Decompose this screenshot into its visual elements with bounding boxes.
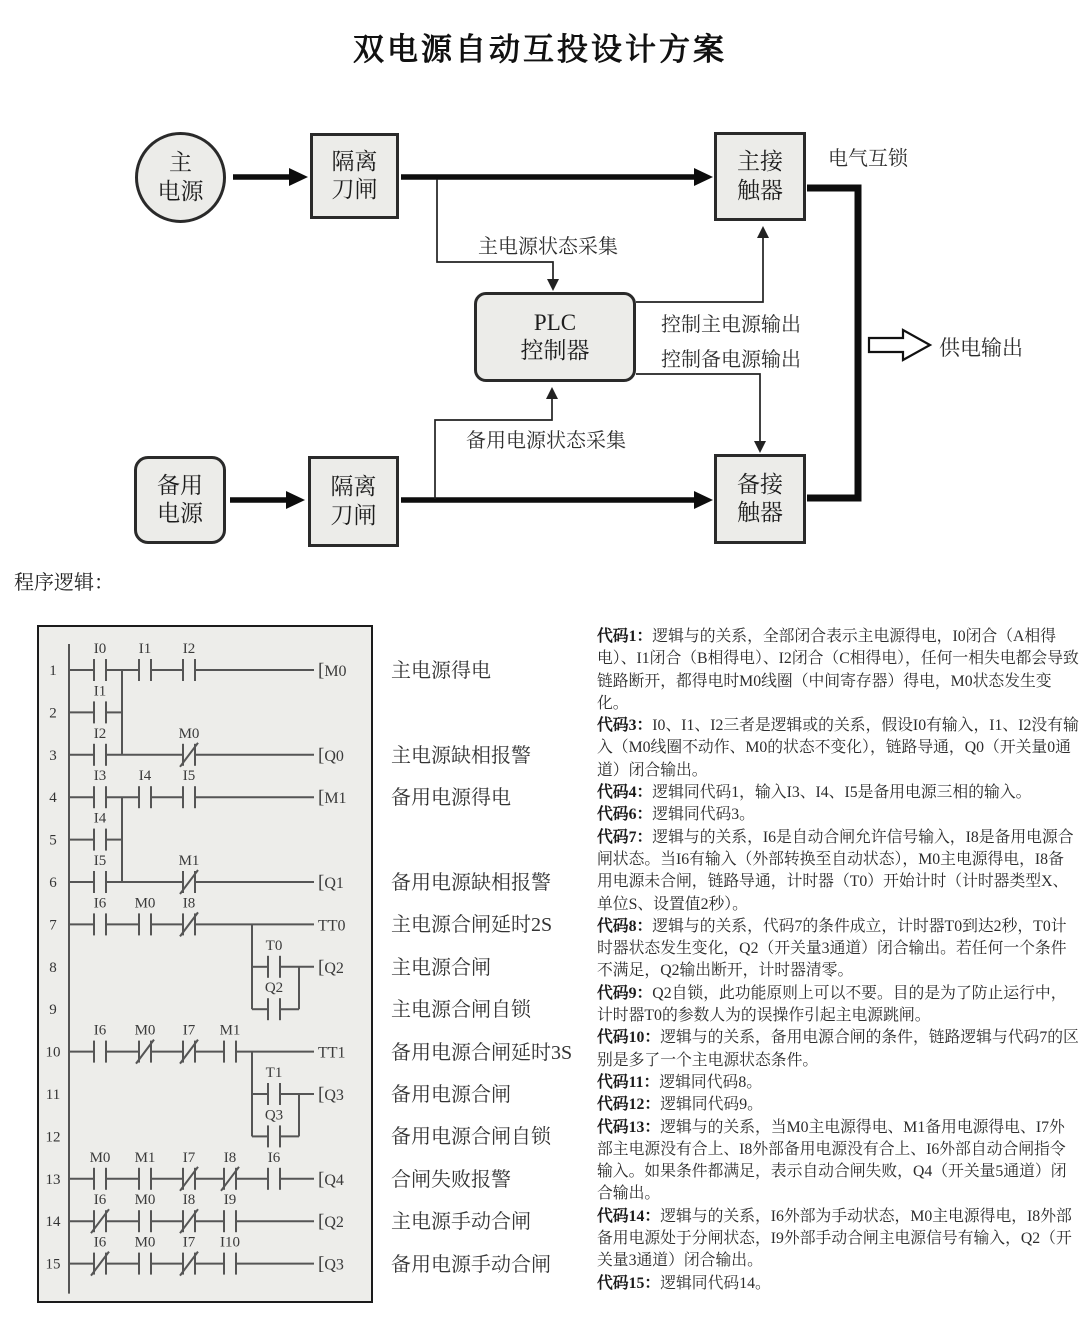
code-note xyxy=(597,782,1079,804)
contact-label: I4 xyxy=(93,810,107,827)
code-note-text: 逻辑同代码8。 xyxy=(659,1073,763,1091)
code-note xyxy=(597,1117,1079,1206)
rung-desc: 主电源缺相报警 xyxy=(391,744,531,767)
contact-label: I5 xyxy=(182,768,196,785)
contact-label: I9 xyxy=(223,1192,237,1209)
code-note xyxy=(597,1094,1079,1116)
coil-label: [Q3 xyxy=(318,1084,344,1105)
code-note xyxy=(597,1027,1079,1072)
node-label: 电源 xyxy=(157,501,203,526)
code-note xyxy=(597,804,1079,826)
node-label: 主 xyxy=(169,150,192,176)
contact-label: T1 xyxy=(265,1065,283,1081)
contact-label: I1 xyxy=(93,683,107,700)
rung-number: 9 xyxy=(49,1002,57,1019)
code-note-label: 代码3： xyxy=(597,717,653,735)
label-supply-output: 供电输出 xyxy=(939,336,1023,360)
node-label: 备接 xyxy=(737,471,783,497)
code-note xyxy=(597,1072,1079,1094)
rung-number: 11 xyxy=(45,1087,61,1103)
ladder-diagram xyxy=(37,625,373,1303)
main-status-line xyxy=(437,179,553,279)
rung-desc: 合闸失败报警 xyxy=(391,1168,511,1191)
rung-number: 1 xyxy=(49,663,57,679)
node-label: 隔离 xyxy=(331,148,378,174)
contact-label: M1 xyxy=(134,1149,156,1166)
contact-label: I8 xyxy=(182,1192,196,1209)
label-main-status-acquisition: 主电源状态采集 xyxy=(478,236,618,258)
code-note xyxy=(597,1273,1079,1295)
program-logic-heading: 程序逻辑： xyxy=(14,572,114,594)
code-note-text: 逻辑与的关系，I6外部为手动状态，M0主电源得电，I8外部备用电源处于分闸状态，I9外部手动合闸主电源信号有输入，Q2（开关量3通道）闭合输出。 xyxy=(597,1207,1072,1270)
contact-label: I8 xyxy=(223,1149,237,1166)
page-title: 双电源自动互投设计方案 xyxy=(353,32,727,67)
code-note-text: 逻辑与的关系，当M0主电源得电、M1备用电源得电、I7外部主电源没有合上、I8外部备用电源没有合上、I6外部自动合闸指令输入。如果条件都满足，表示自动合闸失败，Q4（开关量5通道）闭合输出。 xyxy=(597,1118,1067,1203)
rung-number: 14 xyxy=(45,1214,61,1231)
node-backup-contactor xyxy=(714,454,806,544)
code-note-label: 代码9： xyxy=(597,984,653,1002)
contact-label: I2 xyxy=(182,641,196,657)
contact-label: I2 xyxy=(93,725,107,742)
rung-number: 12 xyxy=(45,1129,61,1146)
code-note xyxy=(597,916,1079,983)
code-note-label: 代码4： xyxy=(597,784,653,802)
rung-number: 15 xyxy=(45,1256,61,1273)
rung-desc: 备用电源得电 xyxy=(391,787,511,810)
code-note-text: 逻辑与的关系，备用电源合闸的条件，链路逻辑与代码7的区别是多了一个主电源状态条件。 xyxy=(597,1029,1079,1069)
ladder-canvas xyxy=(39,627,371,1301)
contact-label: M1 xyxy=(178,853,200,869)
node-plc-controller xyxy=(474,292,636,382)
contact-label: M0 xyxy=(134,895,156,912)
contact-label: I10 xyxy=(220,1234,240,1251)
rung-number: 13 xyxy=(45,1171,61,1188)
contact-label: I6 xyxy=(93,895,107,912)
code-note-label: 代码15： xyxy=(597,1274,661,1292)
contact-label: Q3 xyxy=(264,1107,284,1124)
code-notes xyxy=(597,626,1079,1295)
contact-label: I3 xyxy=(93,768,107,785)
arrowhead xyxy=(289,168,308,186)
rung-number: 10 xyxy=(45,1044,61,1061)
coil-label: [Q0 xyxy=(318,744,344,766)
rung-desc: 备用电源合闸自锁 xyxy=(391,1126,551,1149)
code-note-label: 代码12： xyxy=(597,1096,661,1114)
contact-label: T0 xyxy=(265,937,283,954)
node-isolator-main xyxy=(310,133,399,219)
code-note-text: 逻辑与的关系，代码7的条件成立，计时器T0到达2秒，T0计时器状态发生变化，Q2（开关量3通道）闭合输出。若任何一个条件不满足，Q2输出断开，计时器清零。 xyxy=(597,917,1067,980)
code-note xyxy=(597,626,1079,715)
code-note xyxy=(597,983,1079,1028)
ctrl-backup-line xyxy=(636,374,760,441)
arrowhead xyxy=(694,491,713,509)
code-note-label: 代码10： xyxy=(597,1029,661,1047)
rung-number: 2 xyxy=(49,705,57,722)
node-label: 刀闸 xyxy=(331,177,378,202)
node-label: 触器 xyxy=(737,500,783,525)
contact-label: I7 xyxy=(182,1234,196,1251)
electrical-interlock-line xyxy=(807,188,858,498)
arrowhead xyxy=(754,441,766,453)
coil-label: [Q1 xyxy=(318,872,344,893)
arrowhead xyxy=(757,226,769,238)
contact-label: I6 xyxy=(93,1192,107,1209)
node-main-power xyxy=(135,132,226,223)
node-label: 主接 xyxy=(737,149,783,175)
code-note-text: 逻辑同代码1，输入I3、I4、I5是备用电源三相的输入。 xyxy=(652,784,1032,802)
node-label: 备用 xyxy=(157,472,203,498)
contact-label: M1 xyxy=(219,1022,241,1039)
rung-desc: 主电源合闸 xyxy=(391,956,491,979)
code-note-label: 代码7： xyxy=(597,828,653,846)
code-note-label: 代码11： xyxy=(597,1073,660,1091)
rung-desc: 主电源手动合闸 xyxy=(391,1211,531,1234)
contact-label: Q2 xyxy=(264,980,284,997)
contact-label: M0 xyxy=(134,1234,156,1251)
code-note-text: 逻辑与的关系，全部闭合表示主电源得电，I0闭合（A相得电）、I1闭合（B相得电）、I2闭合（C相得电），任何一相失电都会导致链路断开，都得电时M0线圈（中间寄存器）得电，M0状态发生变化。 xyxy=(597,628,1079,712)
contact-label: I8 xyxy=(182,895,196,912)
node-main-contactor xyxy=(714,132,806,221)
rung-desc: 备用电源合闸 xyxy=(391,1084,511,1106)
coil-label: [Q4 xyxy=(318,1168,344,1190)
contact-label: M0 xyxy=(178,725,200,742)
supply-output-arrow-icon xyxy=(869,330,930,360)
arrowhead xyxy=(286,491,305,509)
coil-label: [M1 xyxy=(318,787,347,809)
code-note-label: 代码13： xyxy=(597,1118,661,1136)
contact-label: M0 xyxy=(89,1149,111,1166)
rung-desc: 备用电源手动合闸 xyxy=(391,1253,551,1276)
arrowhead xyxy=(546,387,558,399)
code-note xyxy=(597,1206,1079,1273)
label-backup-status-acquisition: 备用电源状态采集 xyxy=(466,430,626,452)
rung-number: 8 xyxy=(49,959,57,976)
coil-label: [Q2 xyxy=(318,956,344,978)
code-note-text: Q2自锁，此功能原则上可以不要。目的是为了防止运行中，计时器T0的参数人为的误操作引起主电源跳闸。 xyxy=(597,984,1067,1025)
label-electrical-interlock: 电气互锁 xyxy=(828,148,908,170)
node-label: 触器 xyxy=(737,177,783,203)
node-label: 电源 xyxy=(157,178,204,204)
code-note-text: 逻辑同代码14。 xyxy=(660,1274,771,1292)
rung-desc: 主电源得电 xyxy=(391,660,491,682)
code-note-text: 逻辑同代码9。 xyxy=(660,1096,763,1114)
node-backup-power xyxy=(134,456,226,544)
node-label: 隔离 xyxy=(330,474,377,500)
node-label: 控制器 xyxy=(520,338,590,363)
contact-label: I4 xyxy=(138,768,152,785)
code-note-label: 代码6： xyxy=(597,806,653,824)
contact-label: M0 xyxy=(134,1192,156,1209)
rung-desc: 备用电源合闸延时3S xyxy=(391,1041,573,1064)
contact-label: I0 xyxy=(93,641,107,657)
coil-label: TT0 xyxy=(318,917,346,935)
ctrl-main-line xyxy=(636,238,763,302)
rung-desc: 主电源合闸延时2S xyxy=(391,914,553,937)
code-note-label: 代码14： xyxy=(597,1207,661,1225)
rung-number: 7 xyxy=(49,917,57,934)
rung-number: 4 xyxy=(49,790,57,807)
code-note-text: 逻辑同代码3。 xyxy=(652,806,755,824)
contact-label: I5 xyxy=(93,853,107,869)
code-note-text: I0、I1、I2三者是逻辑或的关系，假设I0有输入，I1、I2没有输入（M0线圈不动作、M0的状态不变化），链路导通，Q0（开关量0通道）闭合输出。 xyxy=(597,717,1079,779)
node-label: PLC xyxy=(533,309,577,335)
coil-label: [Q3 xyxy=(318,1253,344,1275)
rung-number: 6 xyxy=(49,875,57,891)
coil-label: [Q2 xyxy=(318,1211,344,1233)
contact-label: M0 xyxy=(134,1022,156,1039)
rung-desc: 备用电源缺相报警 xyxy=(391,872,551,894)
code-note-text: 逻辑与的关系，I6是自动合闸允许信号输入，I8是备用电源合闸状态。当I6有输入（外部转换至自动状态），M0主电源得电，I8备用电源未合闸，链路导通，计时器（T0）开始计时（计时器类型X、单位S、设置值2秒）。 xyxy=(597,828,1074,913)
node-isolator-backup xyxy=(308,456,399,547)
code-note xyxy=(597,827,1079,916)
rung-number: 5 xyxy=(49,832,57,849)
label-control-main-output: 控制主电源输出 xyxy=(661,314,801,336)
contact-label: I7 xyxy=(182,1022,196,1039)
contact-label: I7 xyxy=(182,1149,196,1166)
arrowhead xyxy=(547,279,559,291)
contact-label: I6 xyxy=(93,1022,107,1039)
contact-label: I1 xyxy=(138,641,152,657)
coil-label: [M0 xyxy=(318,660,347,681)
code-note xyxy=(597,715,1079,782)
label-control-backup-output: 控制备电源输出 xyxy=(661,349,801,371)
node-label: 刀闸 xyxy=(330,502,377,528)
arrowhead xyxy=(694,168,713,186)
coil-label: TT1 xyxy=(318,1044,346,1062)
rung-desc: 主电源合闸自锁 xyxy=(391,999,531,1022)
rung-number: 3 xyxy=(49,747,57,764)
code-note-label: 代码8： xyxy=(597,917,653,935)
code-note-label: 代码1： xyxy=(597,628,653,645)
contact-label: I6 xyxy=(93,1234,107,1251)
contact-label: I6 xyxy=(267,1149,281,1166)
